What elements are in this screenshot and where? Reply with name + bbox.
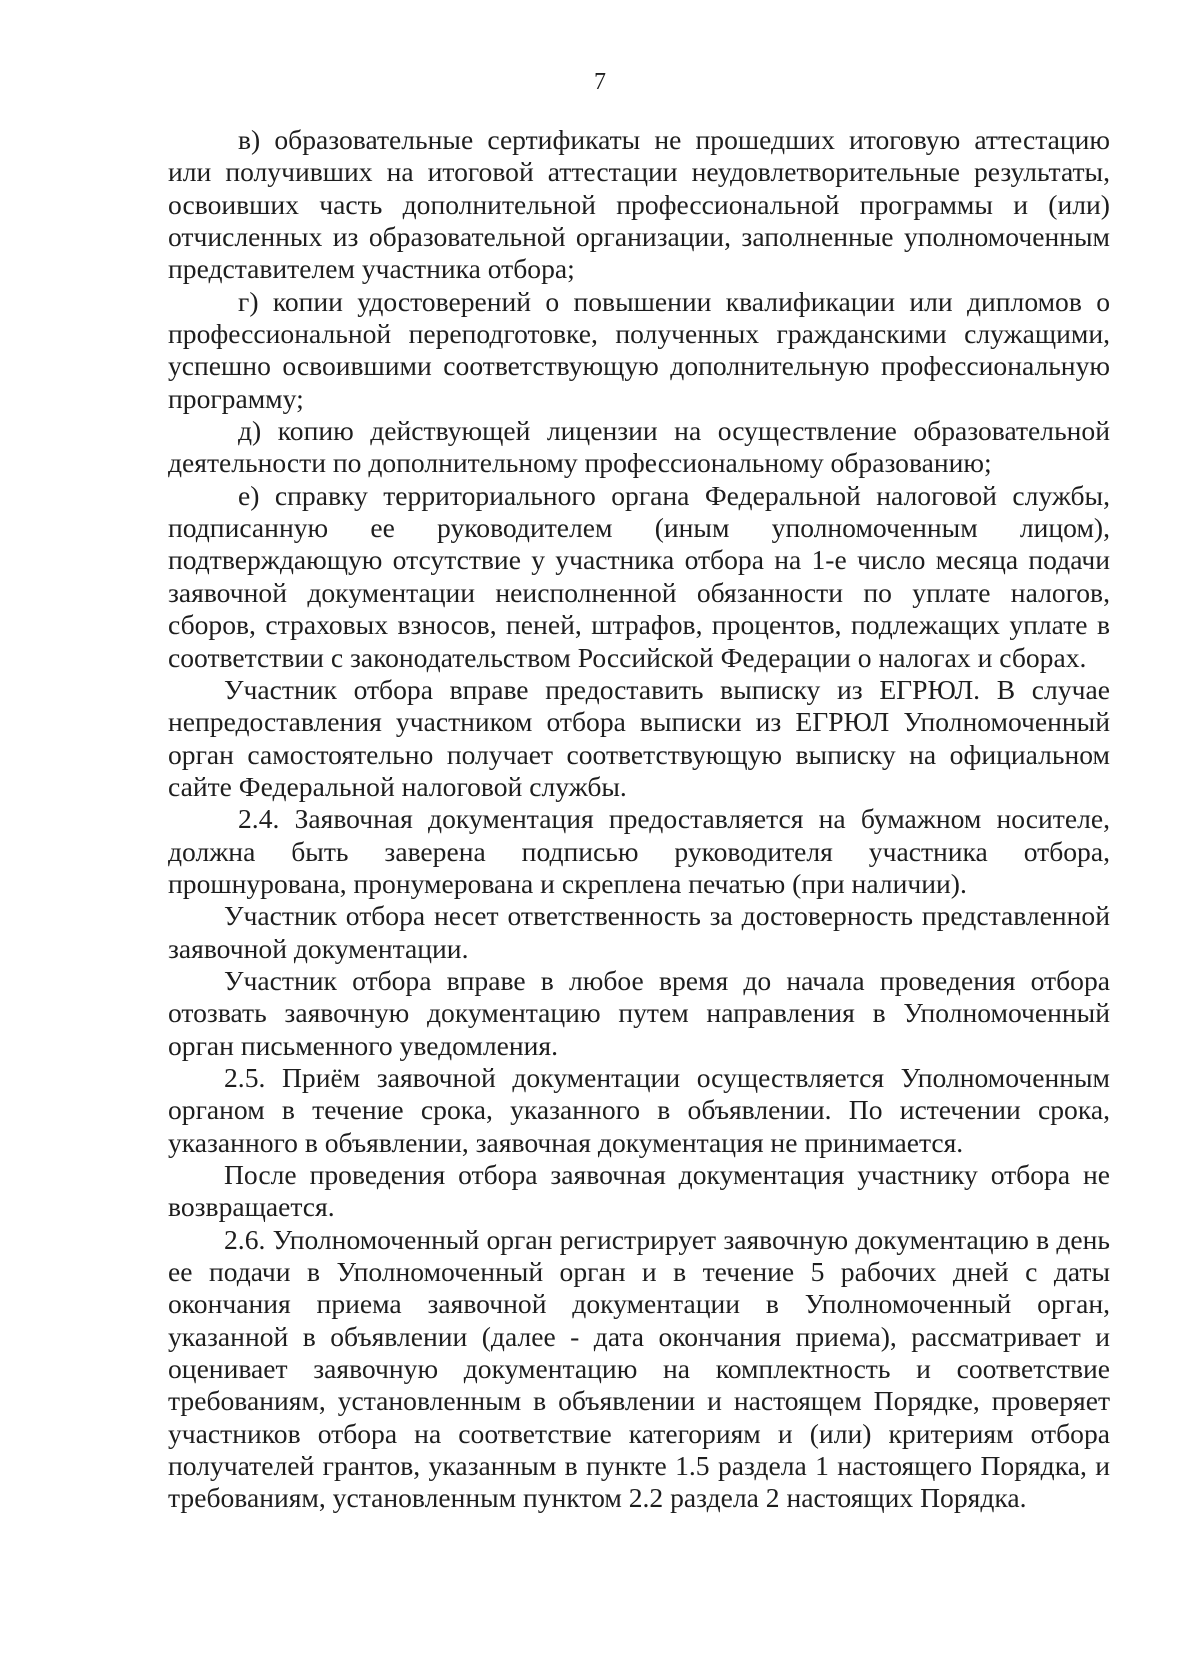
paragraph-item-g: г) копии удостоверений о повышении квалификации или дипломов о профессиональной переподготовке, полученных гражданскими служащими, успешно освоившими соответствующую дополнительную профессиональную программу; — [168, 285, 1110, 414]
page-number: 7 — [594, 69, 606, 95]
paragraph-egrul-extract: Участник отбора вправе предоставить выписку из ЕГРЮЛ. В случае непредоставления участником отбора выписки из ЕГРЮЛ Уполномоченный орган самостоятельно получает соответствующую выписку на официальном сайте Федеральной налоговой службы. — [168, 673, 1110, 802]
paragraph-section-2-4: 2.4. Заявочная документация предоставляется на бумажном носителе, должна быть заверена подписью руководителя участника отбора, прошнурована, пронумерована и скреплена печатью (при наличии). — [168, 803, 1110, 899]
paragraph-item-d: д) копию действующей лицензии на осуществление образовательной деятельности по дополнительному профессиональному образованию; — [168, 415, 1110, 479]
paragraph-responsibility: Участник отбора несет ответственность за достоверность представленной заявочной документации. — [168, 900, 1110, 964]
paragraph-section-2-5: 2.5. Приём заявочной документации осуществляется Уполномоченным органом в течение срока, указанного в объявлении. По истечении срока, указанного в объявлении, заявочная документация не принимается. — [168, 1061, 1110, 1158]
paragraph-withdrawal: Участник отбора вправе в любое время до начала проведения отбора отозвать заявочную документацию путем направления в Уполномоченный орган письменного уведомления. — [168, 964, 1110, 1061]
paragraph-item-v: в) образовательные сертификаты не прошедших итоговую аттестацию или получивших на итоговой аттестации неудовлетворительные результаты, освоивших часть дополнительной профессиональной программы и (или) отчисленных из образовательной организации, заполненные уполномоченным представителем участника отбора; — [168, 124, 1110, 285]
paragraph-section-2-6: 2.6. Уполномоченный орган регистрирует заявочную документацию в день ее подачи в Уполномоченный орган и в течение 5 рабочих дней с даты окончания приема заявочной документации в Уполномоченный орган, указанной в объявлении (далее - дата окончания приема), рассматривает и оценивает заявочную документацию на комплектность и соответствие требованиям, установленным в объявлении и настоящем Порядке, проверяет участников отбора на соответствие категориям и (или) критериям отбора получателей грантов, указанным в пункте 1.5 раздела 1 настоящего Порядка, и требованиям, установленным пунктом 2.2 раздела 2 настоящих Порядка. — [168, 1223, 1110, 1514]
paragraph-not-returned: После проведения отбора заявочная документация участнику отбора не возвращается. — [168, 1159, 1110, 1223]
paragraph-item-e: е) справку территориального органа Федеральной налоговой службы, подписанную ее руководителем (иным уполномоченным лицом), подтверждающую отсутствие у участника отбора на 1-е число месяца подачи заявочной документации неисполненной обязанности по уплате налогов, сборов, страховых взносов, пеней, штрафов, процентов, подлежащих уплате в соответствии с законодательством Российской Федерации о налогах и сборах. — [168, 479, 1110, 673]
document-body — [168, 124, 1110, 1515]
